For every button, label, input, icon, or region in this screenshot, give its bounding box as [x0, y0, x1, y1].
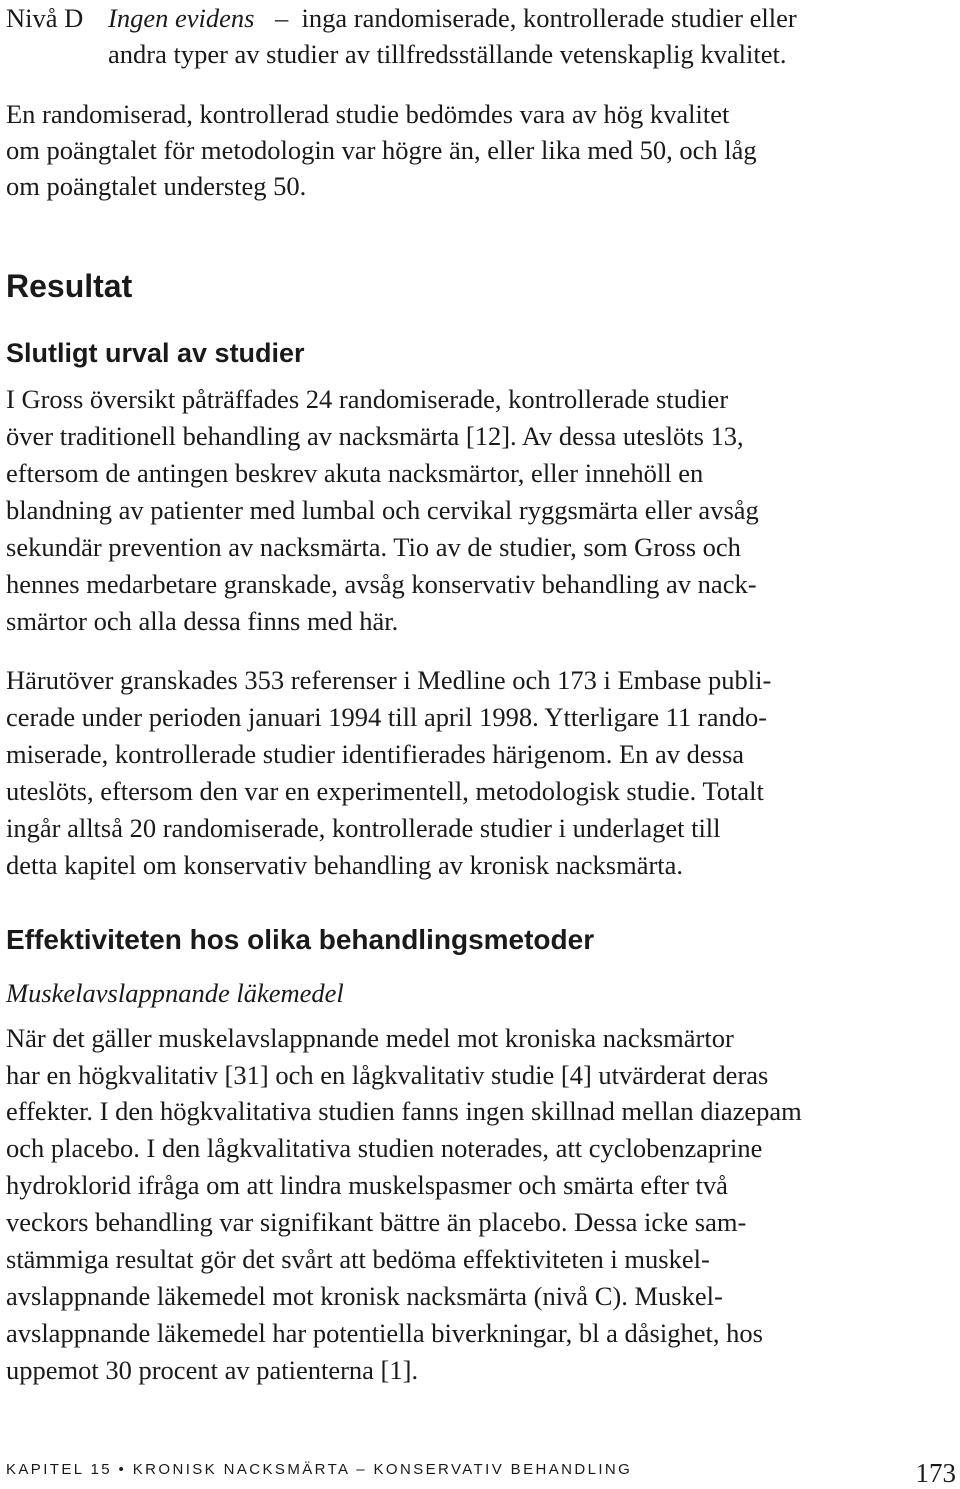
- muscle-line: veckors behandling var signifikant bättre än placebo. Dessa icke sam-: [6, 1207, 747, 1237]
- intro-line: om poängtalet understeg 50.: [6, 171, 307, 201]
- level-d-dash: – inga randomiserade, kontrollerade studier eller: [275, 3, 797, 33]
- review-line: detta kapitel om konservativ behandling av kronisk nacksmärta.: [6, 850, 684, 880]
- level-d-text-line2: andra typer av studier av tillfredsställande vetenskaplig kvalitet.: [108, 39, 787, 69]
- muscle-line: effekter. I den högkvalitativa studien fanns ingen skillnad mellan diazepam: [6, 1096, 802, 1126]
- subsection-heading-selection: Slutligt urval av studier: [6, 338, 305, 368]
- section-heading-results: Resultat: [6, 268, 133, 304]
- intro-line: om poängtalet för metodologin var högre än, eller lika med 50, och låg: [6, 135, 757, 165]
- page-number: 173: [915, 1458, 956, 1488]
- muscle-line: hydroklorid ifråga om att lindra muskelspasmer och smärta efter två: [6, 1170, 728, 1200]
- level-d-label: Nivå D: [6, 3, 84, 33]
- muscle-line: stämmiga resultat gör det svårt att bedöma effektiviteten i muskel-: [6, 1244, 710, 1274]
- muscle-line: avslappnande läkemedel mot kronisk nacksmärta (nivå C). Muskel-: [6, 1281, 723, 1311]
- running-head: KAPITEL 15 • KRONISK NACKSMÄRTA – KONSERVATIV BEHANDLING: [6, 1461, 633, 1478]
- selection-line: I Gross översikt påträffades 24 randomiserade, kontrollerade studier: [6, 384, 729, 414]
- review-line: miserade, kontrollerade studier identifierades härigenom. En av dessa: [6, 739, 745, 769]
- review-line: Härutöver granskades 353 referenser i Medline och 173 i Embase publi-: [6, 665, 772, 695]
- review-line: uteslöts, eftersom den var en experimentell, metodologisk studie. Totalt: [6, 776, 764, 806]
- muscle-line: När det gäller muskelavslappnande medel mot kroniska nacksmärtor: [6, 1023, 734, 1053]
- section-heading-effectiveness: Effektiviteten hos olika behandlingsmetoder: [6, 924, 595, 955]
- selection-line: hennes medarbetare granskade, avsåg konservativ behandling av nack-: [6, 569, 757, 599]
- selection-line: sekundär prevention av nacksmärta. Tio av de studier, som Gross och: [6, 532, 741, 562]
- muscle-line: avslappnande läkemedel har potentiella biverkningar, bl a dåsighet, hos: [6, 1318, 763, 1348]
- muscle-line: och placebo. I den lågkvalitativa studien noterades, att cyclobenzaprine: [6, 1133, 763, 1163]
- subheading-muscle-relaxants: Muskelavslappnande läkemedel: [6, 978, 344, 1008]
- muscle-line: uppemot 30 procent av patienterna [1].: [6, 1355, 419, 1385]
- intro-line: En randomiserad, kontrollerad studie bedömdes vara av hög kvalitet: [6, 99, 730, 129]
- level-d-term: Ingen evidens: [108, 3, 255, 33]
- selection-line: blandning av patienter med lumbal och cervikal ryggsmärta eller avsåg: [6, 495, 759, 525]
- selection-line: eftersom de antingen beskrev akuta nacksmärtor, eller innehöll en: [6, 458, 704, 488]
- selection-line: över traditionell behandling av nacksmärta [12]. Av dessa uteslöts 13,: [6, 421, 744, 451]
- review-line: cerade under perioden januari 1994 till april 1998. Ytterligare 11 rando-: [6, 702, 768, 732]
- muscle-line: har en högkvalitativ [31] och en lågkvalitativ studie [4] utvärderat deras: [6, 1060, 769, 1090]
- selection-line: smärtor och alla dessa finns med här.: [6, 606, 399, 636]
- review-line: ingår alltså 20 randomiserade, kontrollerade studier i underlaget till: [6, 813, 721, 843]
